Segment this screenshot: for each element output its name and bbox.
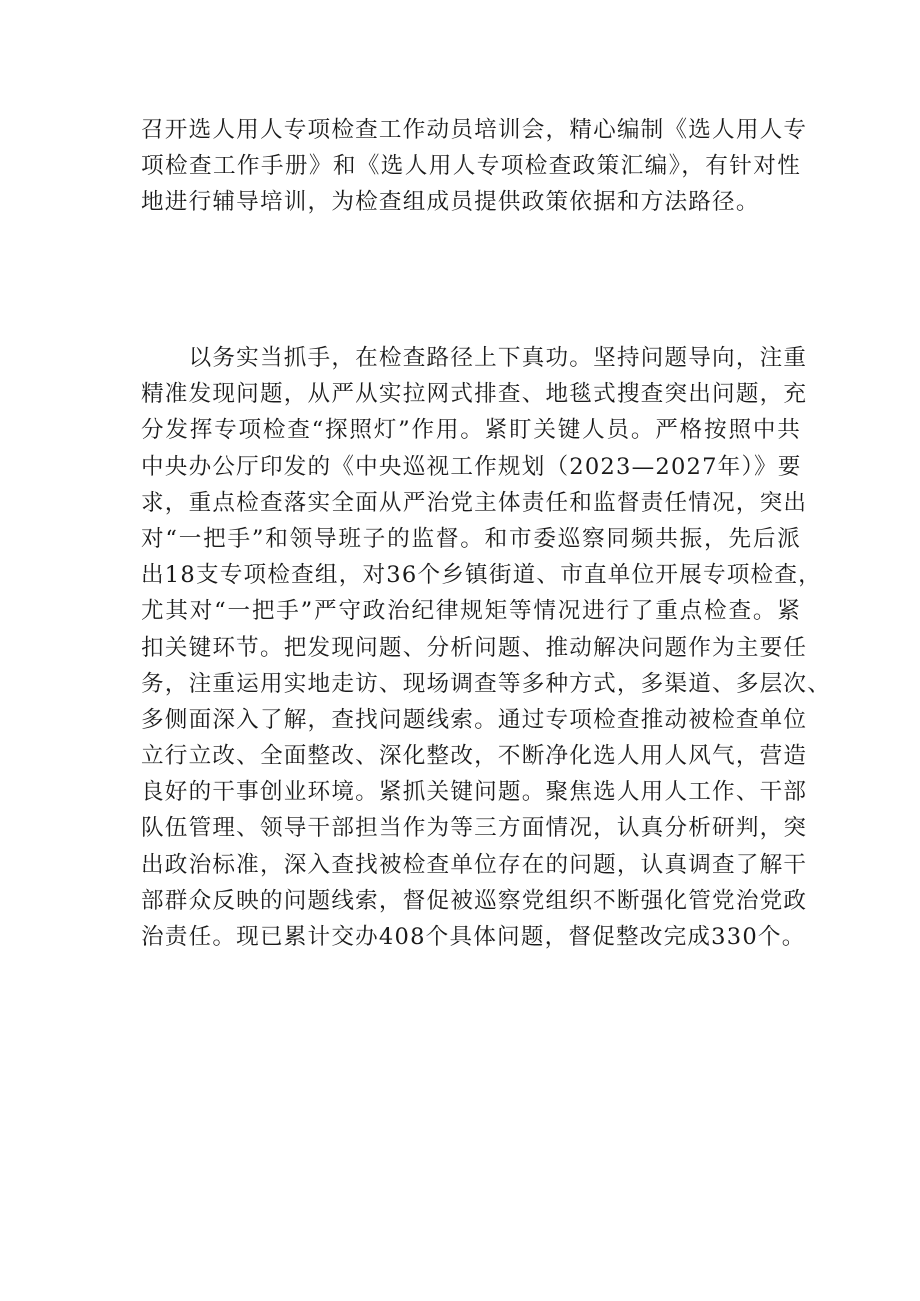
text-line: 分发挥专项检查“探照灯”作用。紧盯关键人员。严格按照中共 (141, 417, 801, 444)
text-line: 精准发现问题，从严从实拉网式排查、地毯式搜查突出问题，充 (141, 381, 808, 408)
text-line: 扣关键环节。把发现问题、分析问题、推动解决问题作为主要任 (141, 634, 808, 661)
paragraph-inspection-path (141, 340, 832, 955)
text-line: 出政治标准，深入查找被检查单位存在的问题，认真调查了解干 (141, 851, 808, 878)
text-line: 项检查工作手册》和《选人用人专项检查政策汇编》，有针对性 (141, 153, 801, 180)
text-line: 治责任。现已累计交办408个具体问题，督促整改完成330个。 (141, 924, 806, 950)
text-line: 务，注重运用实地走访、现场调查等多种方式，多渠道、多层次、 (141, 670, 832, 697)
text-line: 以务实当抓手，在检查路径上下真功。坚持问题导向，注重 (141, 345, 808, 371)
text-line: 对“一把手”和领导班子的监督。和市委巡察同频共振，先后派 (141, 525, 801, 552)
text-line: 多侧面深入了解，查找问题线索。通过专项检查推动被检查单位 (141, 706, 808, 733)
text-line: 中央办公厅印发的《中央巡视工作规划（2023—2027年）》要 (141, 453, 802, 480)
text-line: 求，重点检查落实全面从严治党主体责任和监督责任情况，突出 (141, 489, 808, 516)
text-line: 召开选人用人专项检查工作动员培训会，精心编制《选人用人专 (141, 117, 808, 143)
text-line: 出18支专项检查组，对36个乡镇街道、市直单位开展专项检查， (141, 562, 822, 589)
text-line: 部群众反映的问题线索，督促被巡察党组织不断强化管党治党政 (141, 887, 808, 914)
text-line: 地进行辅导培训，为检查组成员提供政策依据和方法路径。 (141, 189, 760, 216)
paragraph-training (141, 112, 808, 221)
text-line: 尤其对“一把手”严守政治纪律规矩等情况进行了重点检查。紧 (141, 598, 801, 625)
text-line: 队伍管理、领导干部担当作为等三方面情况，认真分析研判，突 (141, 815, 808, 842)
text-line: 良好的干事创业环境。紧抓关键问题。聚焦选人用人工作、干部 (141, 779, 808, 806)
text-line: 立行立改、全面整改、深化整改，不断净化选人用人风气，营造 (141, 743, 808, 770)
